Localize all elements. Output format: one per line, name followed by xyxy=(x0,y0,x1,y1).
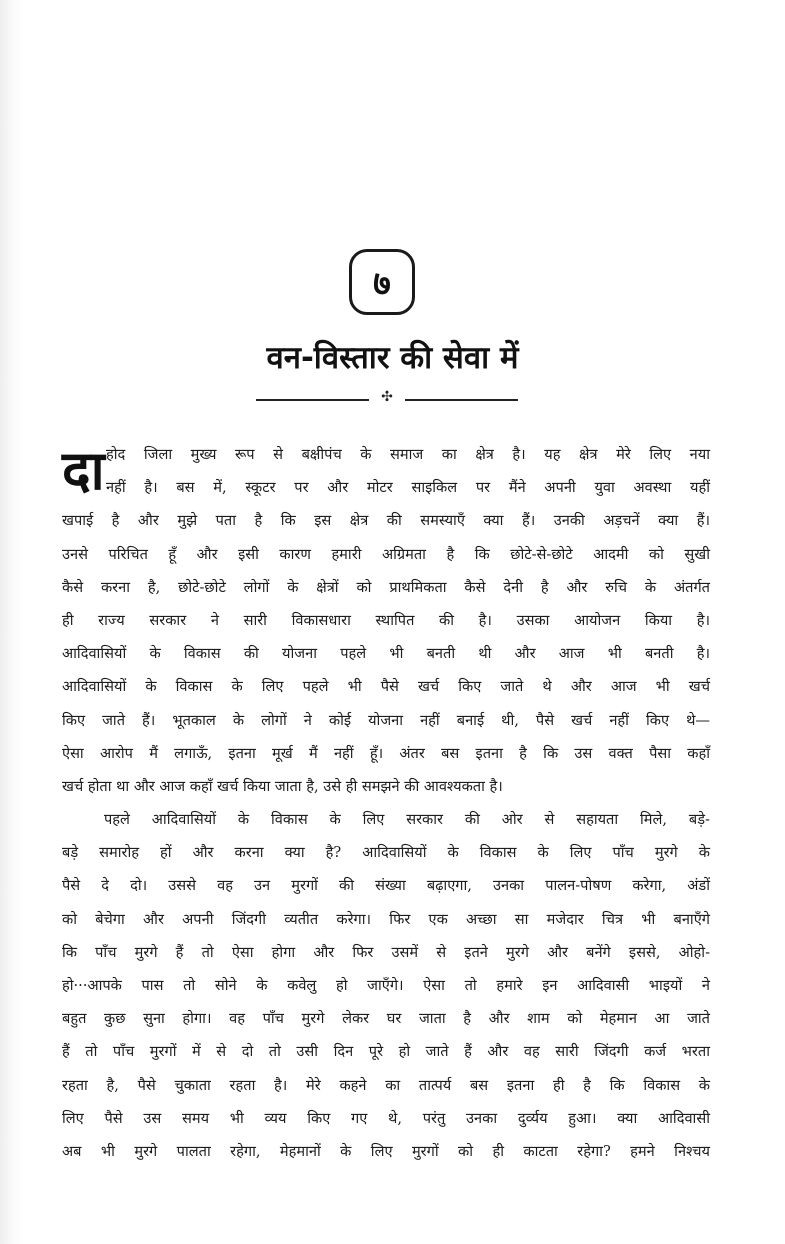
chapter-number-badge xyxy=(349,249,415,315)
text-line: किए जाते हैं। भूतकाल के लोगों ने कोई योजना नहीं बनाई थी, पैसे खर्च नहीं किए थे— xyxy=(62,711,710,729)
text-line: बहुत कुछ सुना होगा। वह पाँच मुरगे लेकर घर जाता है और शाम को मेहमान आ जाते xyxy=(62,1010,710,1028)
text-line: कि पाँच मुरगे हैं तो ऐसा होगा और फिर उसमें से इतने मुरगे और बनेंगे इससे, ओहो- xyxy=(62,943,710,961)
text-line: खपाई है और मुझे पता है कि इस क्षेत्र की समस्याएँ क्या हैं। उनकी अड़चनें क्या हैं। xyxy=(62,512,710,530)
title-ornament-divider xyxy=(256,389,518,406)
text-line: नहीं है। बस में, स्कूटर पर और मोटर साइकिल पर मैंने अपनी युवा अवस्था यहीं xyxy=(106,479,710,497)
text-line: लिए पैसे उस समय भी व्यय किए गए थे, परंतु उनका दुर्व्यय हुआ। क्या आदिवासी xyxy=(62,1109,710,1127)
text-line: होद जिला मुख्य रूप से बक्षीपंच के समाज का क्षेत्र है। यह क्षेत्र मेरे लिए नया xyxy=(106,446,710,463)
text-line: उनसे परिचित हूँ और इसी कारण हमारी अग्रिमता है कि छोटे-से-छोटे आदमी को सुखी xyxy=(62,545,710,563)
text-line: हैं तो पाँच मुरगों में से दो तो उसी दिन पूरे हो जाते हैं और वह सारी जिंदगी कर्ज भरता xyxy=(62,1043,710,1061)
text-line: हो···आपके पास तो सोने के कवेलु हो जाएँगे। ऐसा तो हमारे इन आदिवासी भाइयों ने xyxy=(62,977,710,994)
ornament-icon: ✣ xyxy=(381,389,393,405)
text-line: पैसे दे दो। उससे वह उन मुरगों की संख्या बढ़ाएगा, उनका पालन-पोषण करेगा, अंडों xyxy=(62,877,710,895)
text-line: कैसे करना है, छोटे-छोटे लोगों के क्षेत्रों को प्राथमिकता कैसे देनी है और रुचि के अंतर्गत xyxy=(62,578,710,596)
divider-line-right xyxy=(405,399,518,401)
text-line: आदिवासियों के विकास के लिए पहले भी पैसे खर्च किए जाते थे और आज भी खर्च xyxy=(62,678,710,696)
body-text xyxy=(62,438,710,1168)
text-line: आदिवासियों के विकास की योजना पहले भी बनती थी और आज भी बनती है। xyxy=(62,645,710,663)
divider-line-left xyxy=(256,399,369,401)
text-line: बड़े समारोह हों और करना क्या है? आदिवासियों के विकास के लिए पाँच मुरगे के xyxy=(62,844,710,862)
text-line: अब भी मुरगे पालता रहेगा, मेहमानों के लिए मुरगों को ही काटता रहेगा? हमने निश्चय xyxy=(62,1142,710,1160)
chapter-title: वन-विस्तार की सेवा में xyxy=(266,340,519,376)
chapter-number: ७ xyxy=(373,264,391,304)
text-line: को बेचेगा और अपनी जिंदगी व्यतीत करेगा। फिर एक अच्छा सा मजेदार चित्र भी बनाएँगे xyxy=(62,910,710,928)
drop-cap: दा xyxy=(62,438,105,502)
text-line: खर्च होता था और आज कहाँ खर्च किया जाता है, उसे ही समझने की आवश्यकता है। xyxy=(62,777,503,795)
text-line: ऐसा आरोप मैं लगाऊँ, इतना मूर्ख मैं नहीं हूँ। अंतर बस इतना है कि उस वक्त पैसा कहाँ xyxy=(62,744,710,762)
text-line: रहता है, पैसे चुकाता रहता है। मेरे कहने का तात्पर्य बस इतना ही है कि विकास के xyxy=(62,1076,710,1094)
text-line: ही राज्य सरकार ने सारी विकासधारा स्थापित की है। उसका आयोजन किया है। xyxy=(62,611,710,629)
text-line: पहले आदिवासियों के विकास के लिए सरकार की ओर से सहायता मिले, बड़े- xyxy=(104,811,710,829)
